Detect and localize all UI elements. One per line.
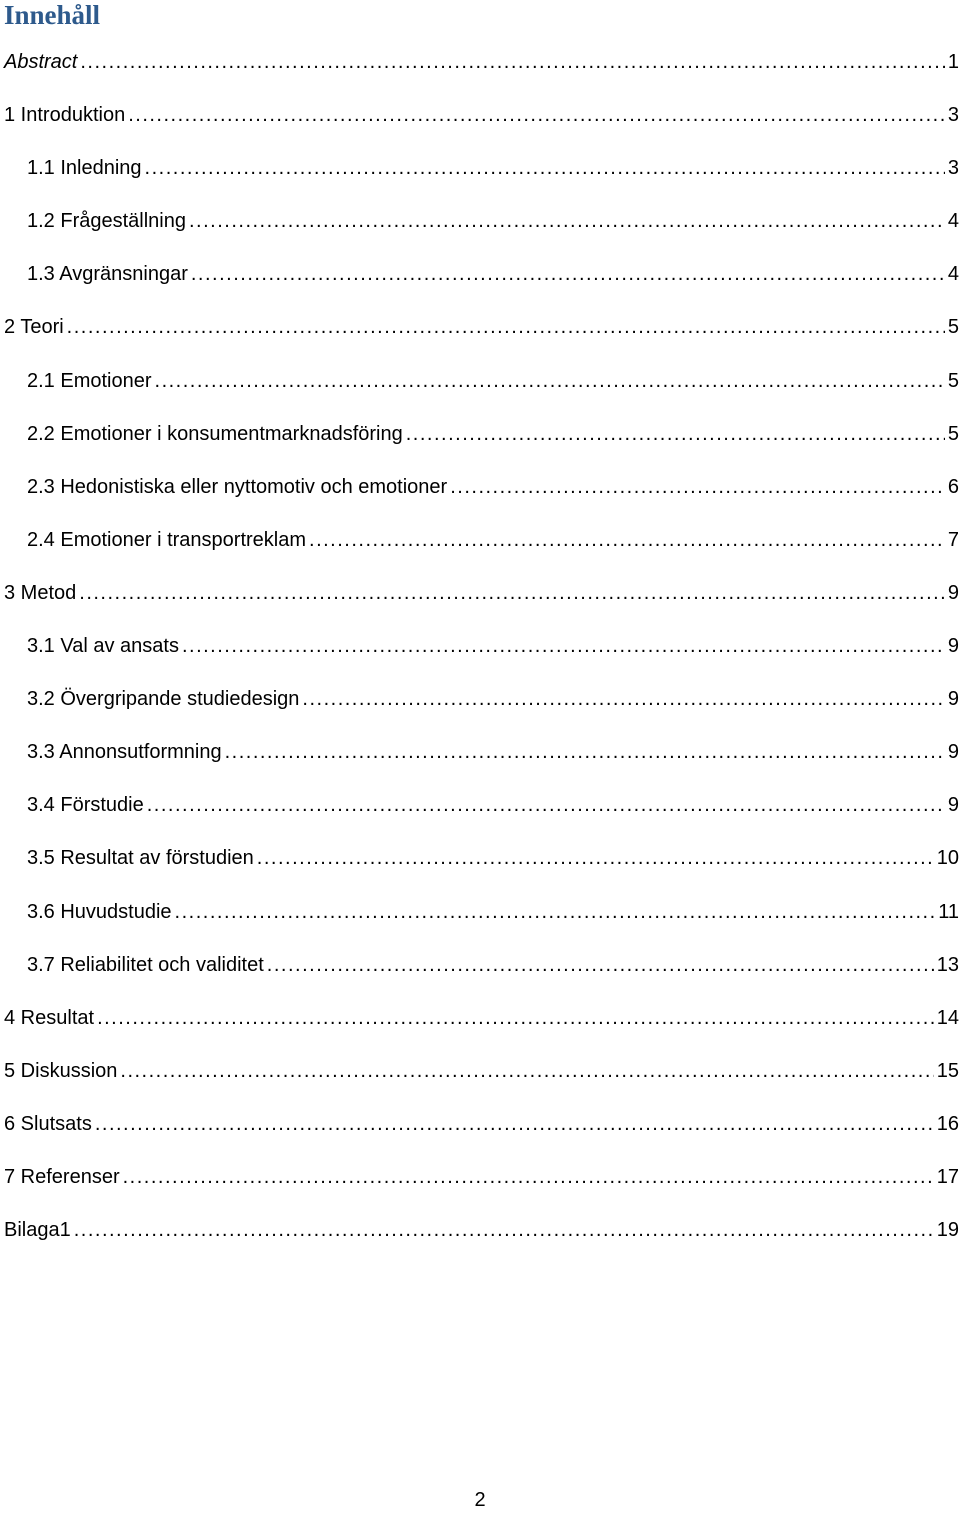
toc-entry-page: 4 bbox=[947, 263, 959, 286]
toc-entry-label: 5 Diskussion bbox=[4, 1059, 118, 1082]
toc-dot-leader bbox=[145, 154, 945, 182]
toc-dot-leader bbox=[175, 898, 936, 926]
toc-dot-leader bbox=[123, 1163, 934, 1191]
toc-entry-label: 6 Slutsats bbox=[4, 1112, 92, 1135]
toc-dot-leader bbox=[74, 1216, 934, 1244]
toc-entry-label: 3.1 Val av ansats bbox=[27, 635, 179, 658]
page-number: 2 bbox=[474, 1489, 486, 1511]
toc-dot-leader bbox=[80, 48, 945, 76]
toc-dot-leader bbox=[155, 367, 945, 395]
toc-entry[interactable] bbox=[0, 791, 960, 844]
toc-entry[interactable] bbox=[0, 632, 960, 685]
toc-entry[interactable] bbox=[0, 367, 960, 420]
toc-dot-leader bbox=[95, 1110, 934, 1138]
toc-entry-label: Abstract bbox=[4, 51, 78, 73]
toc-entry-page: 4 bbox=[947, 210, 959, 233]
toc-dot-leader bbox=[189, 207, 945, 235]
toc-entry[interactable] bbox=[0, 48, 960, 101]
toc-entry-page: 9 bbox=[947, 794, 959, 817]
toc-dot-leader bbox=[191, 260, 945, 288]
toc-entry-label: 3.6 Huvudstudie bbox=[27, 900, 172, 923]
toc-entry[interactable] bbox=[0, 898, 960, 951]
toc-entry-label: 3 Metod bbox=[4, 581, 77, 604]
toc-entry-page: 14 bbox=[936, 1006, 959, 1029]
toc-entry[interactable] bbox=[0, 738, 960, 791]
toc-dot-leader bbox=[182, 632, 945, 660]
toc-dot-leader bbox=[225, 738, 945, 766]
toc-entry-label: Bilaga1 bbox=[4, 1219, 71, 1242]
toc-entry-page: 9 bbox=[947, 581, 959, 604]
toc-entry-page: 6 bbox=[947, 475, 959, 498]
toc-entry[interactable] bbox=[0, 207, 960, 260]
toc-dot-leader bbox=[97, 1004, 934, 1032]
toc-entry-page: 5 bbox=[947, 316, 959, 339]
toc-entry-label: 3.4 Förstudie bbox=[27, 794, 144, 817]
toc-entry-page: 3 bbox=[947, 157, 959, 180]
toc-entry-label: 1 Introduktion bbox=[4, 104, 126, 127]
toc-entry-page: 13 bbox=[936, 953, 959, 976]
toc-entry[interactable] bbox=[0, 1004, 960, 1057]
toc-entry-label: 2.3 Hedonistiska eller nyttomotiv och emotioner bbox=[27, 475, 448, 498]
toc-heading: Innehåll bbox=[4, 0, 101, 30]
toc-dot-leader bbox=[79, 579, 945, 607]
toc-entry-label: 2.2 Emotioner i konsumentmarknadsföring bbox=[27, 422, 403, 445]
toc-entry-page: 5 bbox=[947, 422, 959, 445]
toc-dot-leader bbox=[267, 951, 934, 979]
toc-entry[interactable] bbox=[0, 526, 960, 579]
toc-entry-page: 9 bbox=[947, 635, 959, 658]
toc-entry-page: 1 bbox=[947, 51, 959, 73]
toc-dot-leader bbox=[147, 791, 945, 819]
toc-entry[interactable] bbox=[0, 313, 960, 366]
toc-entry-page: 3 bbox=[947, 104, 959, 127]
toc-entry[interactable] bbox=[0, 420, 960, 473]
toc-entry-page: 19 bbox=[936, 1219, 959, 1242]
toc-entry-label: 2.1 Emotioner bbox=[27, 369, 152, 392]
toc-entry-page: 11 bbox=[938, 900, 959, 923]
toc-entry[interactable] bbox=[0, 260, 960, 313]
toc-entry-label: 2 Teori bbox=[4, 316, 64, 339]
toc-entry-page: 7 bbox=[947, 528, 959, 551]
toc-dot-leader bbox=[406, 420, 945, 448]
toc-dot-leader bbox=[302, 685, 944, 713]
toc-entry-label: 4 Resultat bbox=[4, 1006, 95, 1029]
toc-entry-page: 16 bbox=[936, 1112, 959, 1135]
toc-entry[interactable] bbox=[0, 154, 960, 207]
toc-entry-page: 9 bbox=[947, 741, 959, 764]
toc-entry[interactable] bbox=[0, 685, 960, 738]
toc-entry-label: 2.4 Emotioner i transportreklam bbox=[27, 528, 307, 551]
toc-entry-label: 1.2 Frågeställning bbox=[27, 210, 186, 233]
toc-entry[interactable] bbox=[0, 951, 960, 1004]
toc-entry-page: 17 bbox=[936, 1165, 959, 1188]
toc-dot-leader bbox=[67, 313, 945, 341]
toc-dot-leader bbox=[450, 473, 945, 501]
toc-entry[interactable] bbox=[0, 1110, 960, 1163]
toc-entry-label: 3.5 Resultat av förstudien bbox=[27, 847, 254, 870]
toc-entry-label: 3.7 Reliabilitet och validitet bbox=[27, 953, 264, 976]
toc-entry-label: 1.3 Avgränsningar bbox=[27, 263, 188, 286]
toc-entry-page: 5 bbox=[947, 369, 959, 392]
toc-entry[interactable] bbox=[0, 473, 960, 526]
toc-entry-label: 7 Referenser bbox=[4, 1165, 120, 1188]
toc-entry-label: 1.1 Inledning bbox=[27, 157, 142, 180]
toc-dot-leader bbox=[120, 1057, 933, 1085]
toc-entry[interactable] bbox=[0, 844, 960, 897]
toc-list bbox=[0, 48, 960, 1269]
toc-entry-label: 3.2 Övergripande studiedesign bbox=[27, 688, 300, 711]
toc-entry[interactable] bbox=[0, 1216, 960, 1269]
toc-entry-label: 3.3 Annonsutformning bbox=[27, 741, 222, 764]
toc-entry[interactable] bbox=[0, 579, 960, 632]
toc-entry[interactable] bbox=[0, 1057, 960, 1110]
toc-entry[interactable] bbox=[0, 1163, 960, 1216]
toc-dot-leader bbox=[257, 844, 934, 872]
toc-entry-page: 15 bbox=[936, 1059, 959, 1082]
toc-entry-page: 10 bbox=[936, 847, 959, 870]
toc-entry-page: 9 bbox=[947, 688, 959, 711]
toc-dot-leader bbox=[128, 101, 945, 129]
toc-entry[interactable] bbox=[0, 101, 960, 154]
toc-dot-leader bbox=[309, 526, 945, 554]
